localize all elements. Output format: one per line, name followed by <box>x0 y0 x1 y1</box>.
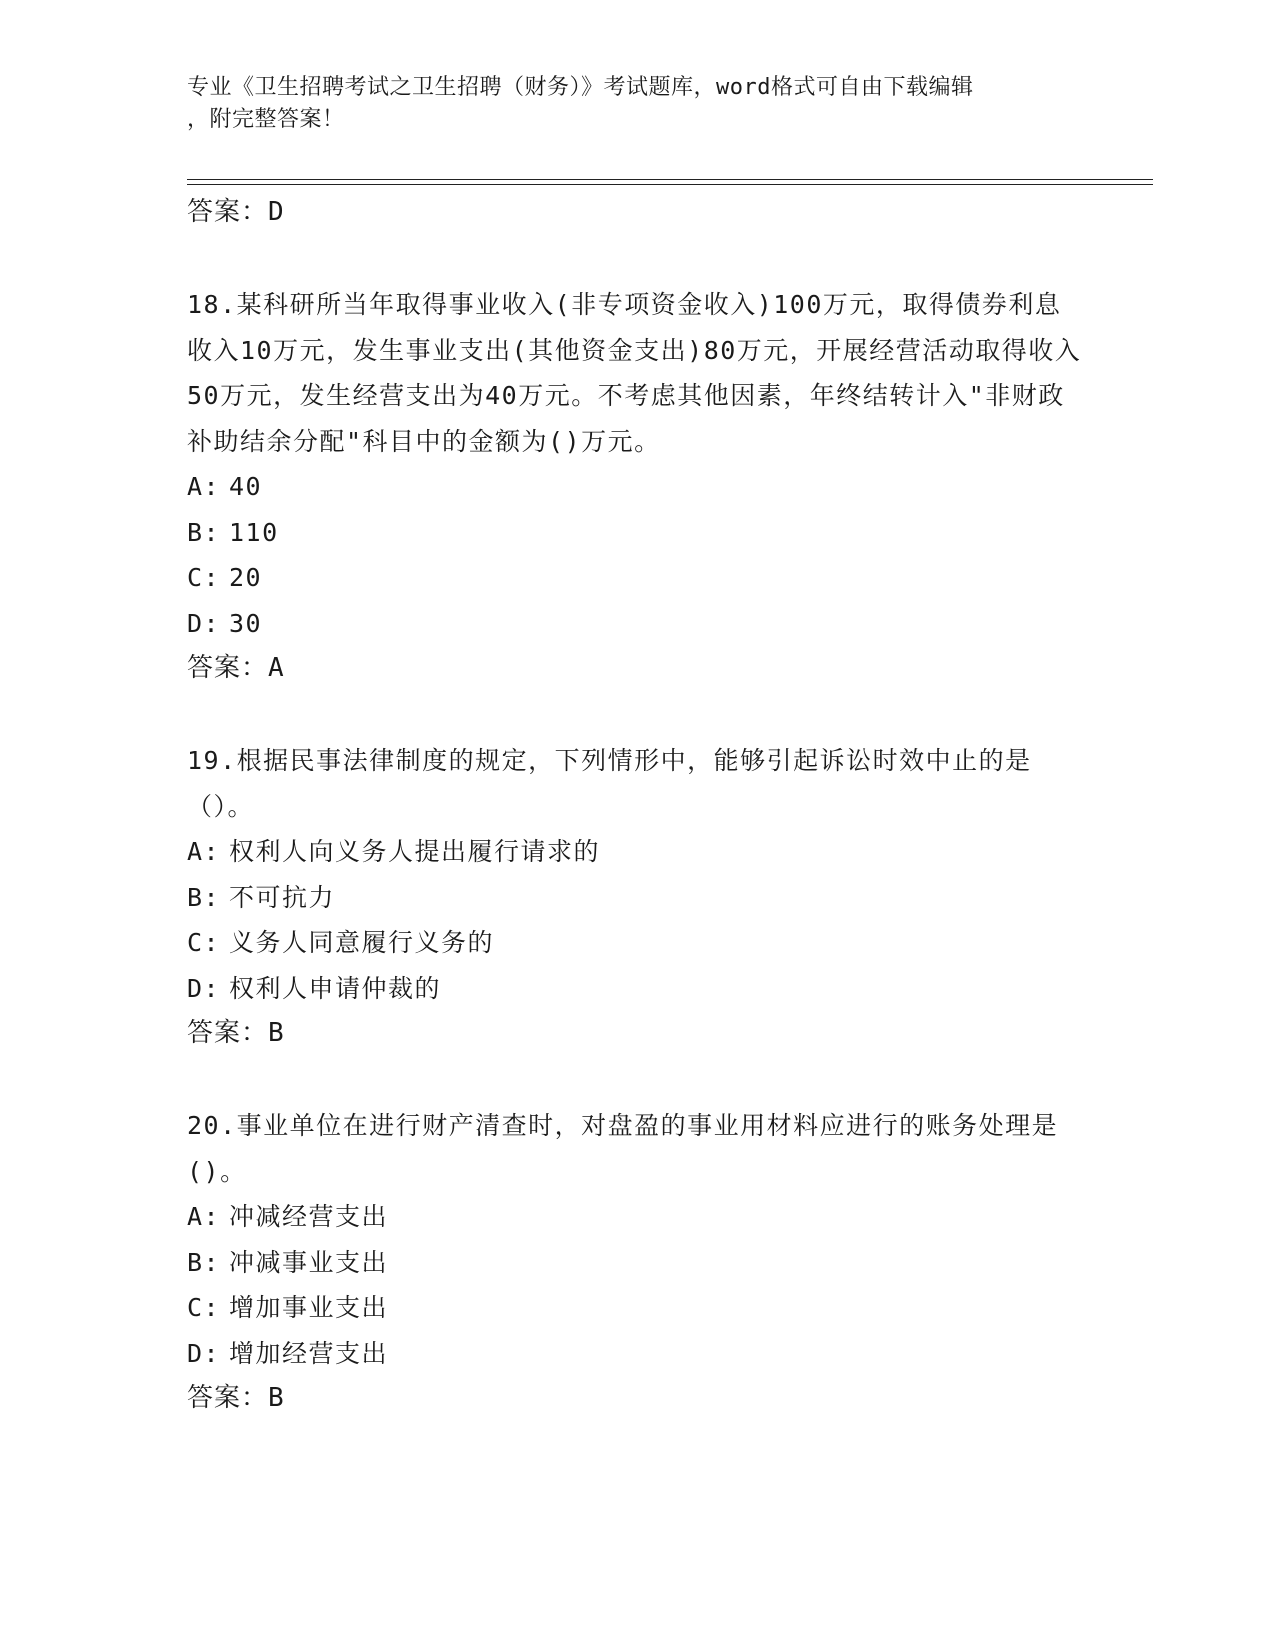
option-d <box>187 601 1087 647</box>
option-letter: B: <box>187 517 221 547</box>
option-a <box>187 829 1087 875</box>
answer-value: B <box>268 1018 285 1048</box>
header-divider-top <box>187 179 1153 180</box>
answer-label: 答案： <box>187 197 269 227</box>
option-d <box>187 966 1087 1012</box>
option-c <box>187 920 1087 966</box>
option-letter: A: <box>187 472 221 501</box>
option-letter: C: <box>187 1293 221 1322</box>
option-d <box>187 1331 1087 1377</box>
document-body <box>187 190 1087 1420</box>
header-line-2: ，附完整答案！ <box>187 107 345 132</box>
spacer <box>187 1055 1087 1103</box>
answer-value: A <box>268 653 285 683</box>
header-divider-bottom <box>187 184 1153 185</box>
document-header <box>187 72 1067 136</box>
answer-label: 答案： <box>187 1383 269 1413</box>
option-a <box>187 464 1087 510</box>
option-letter: C: <box>187 928 221 957</box>
option-b <box>187 875 1087 921</box>
option-text: 不可抗力 <box>229 882 336 912</box>
question-block-20 <box>187 1103 1087 1420</box>
option-letter: A: <box>187 837 221 866</box>
option-letter: D: <box>187 608 221 638</box>
option-text: 增加事业支出 <box>229 1293 389 1322</box>
option-c <box>187 555 1087 601</box>
answer-line <box>187 1376 1087 1420</box>
question-text: 18.某科研所当年取得事业收入(非专项资金收入)100万元，取得债券利息收入10万元，发生事业支出(其他资金支出)80万元，开展经营活动取得收入50万元，发生经营支出为40万元。不考虑其他因素，年终结转计入"非财政补助结余分配"科目中的金额为()万元。 <box>187 290 1082 456</box>
option-letter: D: <box>187 973 221 1003</box>
spacer <box>187 234 1087 282</box>
option-text: 30 <box>229 608 263 638</box>
option-text: 权利人申请仲裁的 <box>229 973 442 1003</box>
option-text: 义务人同意履行义务的 <box>229 928 495 957</box>
answer-value: D <box>268 197 285 227</box>
answer-line <box>187 646 1087 690</box>
question-block-19 <box>187 738 1087 1055</box>
question-text: 20.事业单位在进行财产清查时，对盘盈的事业用材料应进行的账务处理是()。 <box>187 1111 1059 1186</box>
answer-line <box>187 1011 1087 1055</box>
question-text: 19.根据民事法律制度的规定，下列情形中，能够引起诉讼时效中止的是（）。 <box>187 746 1032 821</box>
option-text: 冲减事业支出 <box>229 1247 389 1277</box>
option-text: 20 <box>229 563 263 592</box>
answer-value: B <box>268 1383 285 1413</box>
spacer <box>187 690 1087 738</box>
option-text: 冲减经营支出 <box>229 1202 389 1231</box>
question-block-18 <box>187 282 1087 690</box>
previous-answer <box>187 190 1087 234</box>
option-letter: B: <box>187 882 221 912</box>
option-b <box>187 1240 1087 1286</box>
option-text: 增加经营支出 <box>229 1338 389 1368</box>
option-letter: B: <box>187 1247 221 1277</box>
option-text: 40 <box>229 472 263 501</box>
option-letter: D: <box>187 1338 221 1368</box>
option-b <box>187 510 1087 556</box>
option-letter: A: <box>187 1202 221 1231</box>
answer-label: 答案： <box>187 1018 269 1048</box>
option-text: 110 <box>229 517 279 547</box>
option-c <box>187 1285 1087 1331</box>
answer-label: 答案： <box>187 653 269 683</box>
option-a <box>187 1194 1087 1240</box>
option-text: 权利人向义务人提出履行请求的 <box>229 837 601 866</box>
option-letter: C: <box>187 563 221 592</box>
header-line-1: 专业《卫生招聘考试之卫生招聘（财务）》考试题库，word格式可自由下载编辑 <box>187 75 974 100</box>
